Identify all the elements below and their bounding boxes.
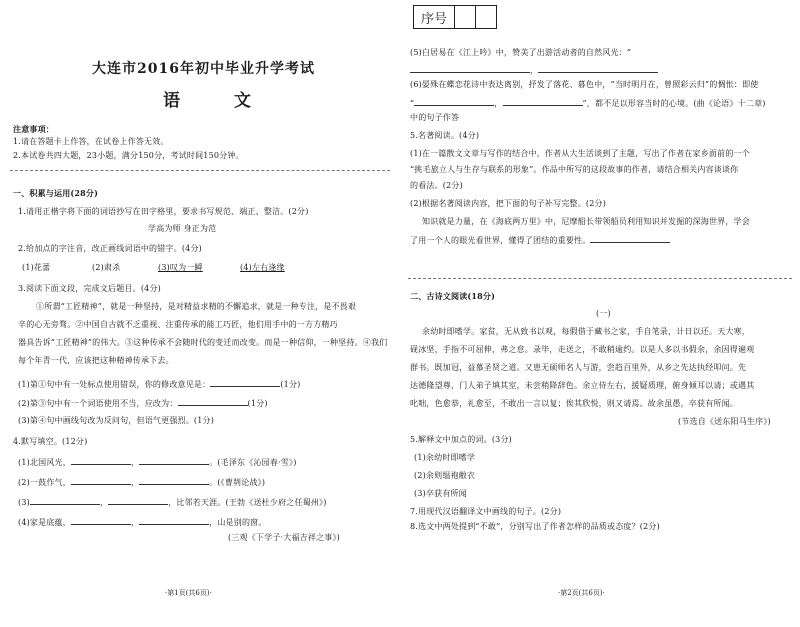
answer-line: 了用一个人的眼光看世界，懂得了团结的重要性。 <box>410 234 670 246</box>
paragraph-line: 器具告诉“工匠精神”的伟大。③这种传承不会随时代的变迁而改变。而是一种信仰，一种坚持。④我们 <box>18 338 388 347</box>
question-5: 5.解释文中加点的词。(3分) <box>410 435 512 444</box>
answer-blank[interactable] <box>503 97 583 106</box>
page-footer: ·第2页(共6页)· <box>558 589 605 597</box>
question-5-item: (1)余幼时即嗜学 <box>414 453 476 462</box>
passage-line: 砚冰坚，手指不可屈伸，弗之怠。录毕，走送之，不敢稍逾约。以是人多以书假余，余因得遍观 <box>410 345 755 354</box>
notice-item: 1.请在答题卡上作答，在试卷上作答无效。 <box>13 137 169 146</box>
divider <box>10 170 390 171</box>
answer-blank[interactable] <box>410 64 530 73</box>
answer-blank[interactable] <box>108 496 168 505</box>
exam-title: 大连市2016年初中毕业升学考试 <box>92 61 315 77</box>
answer-blank[interactable] <box>414 97 494 106</box>
question-2-item: (2)肃杀 <box>92 263 121 272</box>
question-5-item: (3)卒获有所闻 <box>414 489 467 498</box>
question-3-sub2: (2)第③句中有一个词语使用不当，应改为： (1分) <box>18 399 268 408</box>
recitation-item: (1)北国风光， ， 。(毛泽东《沁园春·雪》) <box>18 458 297 467</box>
paragraph-line: 每个年青一代，应该把这种精神传承下去。 <box>18 356 174 365</box>
answer-blank[interactable] <box>71 476 131 485</box>
passage-line: 余幼时即嗜学。家贫，无从致书以观，每假借于藏书之家，手自笔录，计日以还。天大寒， <box>422 327 750 336</box>
recitation-credit: (三观《下学子·大福吉祥之事》) <box>228 533 340 542</box>
recitation-item: (2)一鼓作气， ， 。(《曹刿论战》) <box>18 478 266 487</box>
passage-line: 群书。既加冠，益慕圣贤之道。又患无硕师名人与游，尝趋百里外，从乡之先达执经叩问。先 <box>410 363 747 372</box>
question-4: 4.默写填空。(12分) <box>13 437 88 446</box>
recitation-item: (4)家是底蕴， ， ，山是别的窗。 <box>18 518 267 527</box>
question-1: 1.请用正楷字将下面的词语抄写在田字格里，要求书写规范、端正、整洁。(2分) <box>18 207 309 216</box>
question-7: 7.用现代汉语翻译文中画线的句子。(2分) <box>410 507 562 516</box>
answer-blank[interactable] <box>30 496 100 505</box>
answer-blank[interactable] <box>139 476 209 485</box>
passage-line: 叱咄，色愈恭，礼愈至，不敢出一言以复；俟其欣悦，则又请焉。故余虽愚，卒获有所闻。 <box>410 399 738 408</box>
text-line: 的看法。(2分) <box>410 181 463 190</box>
text-line: (6)晏殊在蝶恋花诗中表达离别，抒发了落花、暮色中，“当时明月在，曾照彩云归”的惆怅：即使 <box>410 80 759 89</box>
answer-blank[interactable] <box>71 516 131 525</box>
text-line: (2)根据名著阅读内容，把下面的句子补写完整。(2分) <box>410 199 607 208</box>
text-line: (1)在一篇散文文章与写作的结合中，作者从大生活谈到了主题，写出了作者在家乡面前的一个 <box>410 149 750 158</box>
notice-item: 2.本试卷共四大题，23小题，满分150分，考试时间150分钟。 <box>13 151 244 160</box>
question-8: 8.选文中两处提到“不敢”，分别写出了作者怎样的品质或态度？(2分) <box>410 522 660 531</box>
question-2-item: (1)花蕾 <box>22 263 51 272</box>
answer-blank[interactable] <box>139 456 209 465</box>
answer-blank[interactable] <box>210 378 280 387</box>
question-3: 3.阅读下面文段，完成文后题目。(4分) <box>18 284 161 293</box>
question-5-item: (2)余则缊袍敝衣 <box>414 471 476 480</box>
right-page <box>400 0 800 627</box>
text-line: 知识就是力量，在《海底两万里》中，尼摩船长带领船员利用知识并发掘的深海世界，学会 <box>422 217 750 226</box>
recitation-item: (3) ， ，比邻若天涯。(王勃《送杜少府之任蜀州》) <box>18 498 327 507</box>
text-line: “挑毛旅立人与生存与联系的形象”。作品中所写的这段故事的作者，请结合相关内容谈谈你 <box>410 165 739 174</box>
section-heading: 一、积累与运用(28分) <box>13 188 99 198</box>
question-3-sub3: (3)第④句中画线句改为反问句，但语气更强烈。(1分) <box>18 416 215 425</box>
divider <box>408 278 792 279</box>
serial-label: 序号 <box>420 11 447 27</box>
page-footer: ·第1页(共6页)· <box>165 589 212 597</box>
subject-title: 语 文 <box>163 91 275 111</box>
answer-blank[interactable] <box>538 64 658 73</box>
question-3-sub1: (1)第①句中有一处标点使用错误，你的修改意见是： (1分) <box>18 380 301 389</box>
passage-line: 达德隆望尊，门人弟子填其室，未尝稍降辞色。余立侍左右，援疑质理，俯身倾耳以请；或遇其 <box>410 381 755 390</box>
question-5: 5.名著阅读。(4分) <box>410 131 480 140</box>
text-line: 中的句子作答 <box>410 113 460 122</box>
answer-line: ， <box>410 64 658 76</box>
paragraph-line: ①所谓“工匠精神”，就是一种坚持，是对精益求精的不懈追求，就是一种专注，是不畏艰 <box>36 302 357 311</box>
answer-blank[interactable] <box>71 456 131 465</box>
answer-blank[interactable] <box>178 397 248 406</box>
notice-heading: 注意事项： <box>13 124 54 134</box>
section-heading: 二、古诗文阅读(18分) <box>410 291 496 301</box>
question-2: 2.给加点的字注音，改正画线词语中的错字。(4分) <box>18 244 202 253</box>
answer-blank[interactable] <box>590 234 670 243</box>
question-2-item: (3)叹为一瞬 <box>158 263 203 272</box>
passage-source: (节选自《送东阳马生序》) <box>678 417 771 426</box>
passage-title: (一) <box>596 309 611 318</box>
question-2-item: (4)左右逢缘 <box>240 263 285 272</box>
answer-line: “ ， ”，都不足以形容当时的心境。(曲《论语》十二章) <box>410 99 766 108</box>
answer-blank[interactable] <box>139 516 209 525</box>
text-line: (5)白居易在《江上吟》中，赞美了出游活动者的自然风光：“ <box>410 48 632 57</box>
paragraph-line: 辛的心无旁骛。②中国自古就不乏重视、注重传承的能工巧匠，他们用手中的一方方精巧 <box>18 320 338 329</box>
question-1-phrase: 学高为师 身正为范 <box>148 224 217 233</box>
